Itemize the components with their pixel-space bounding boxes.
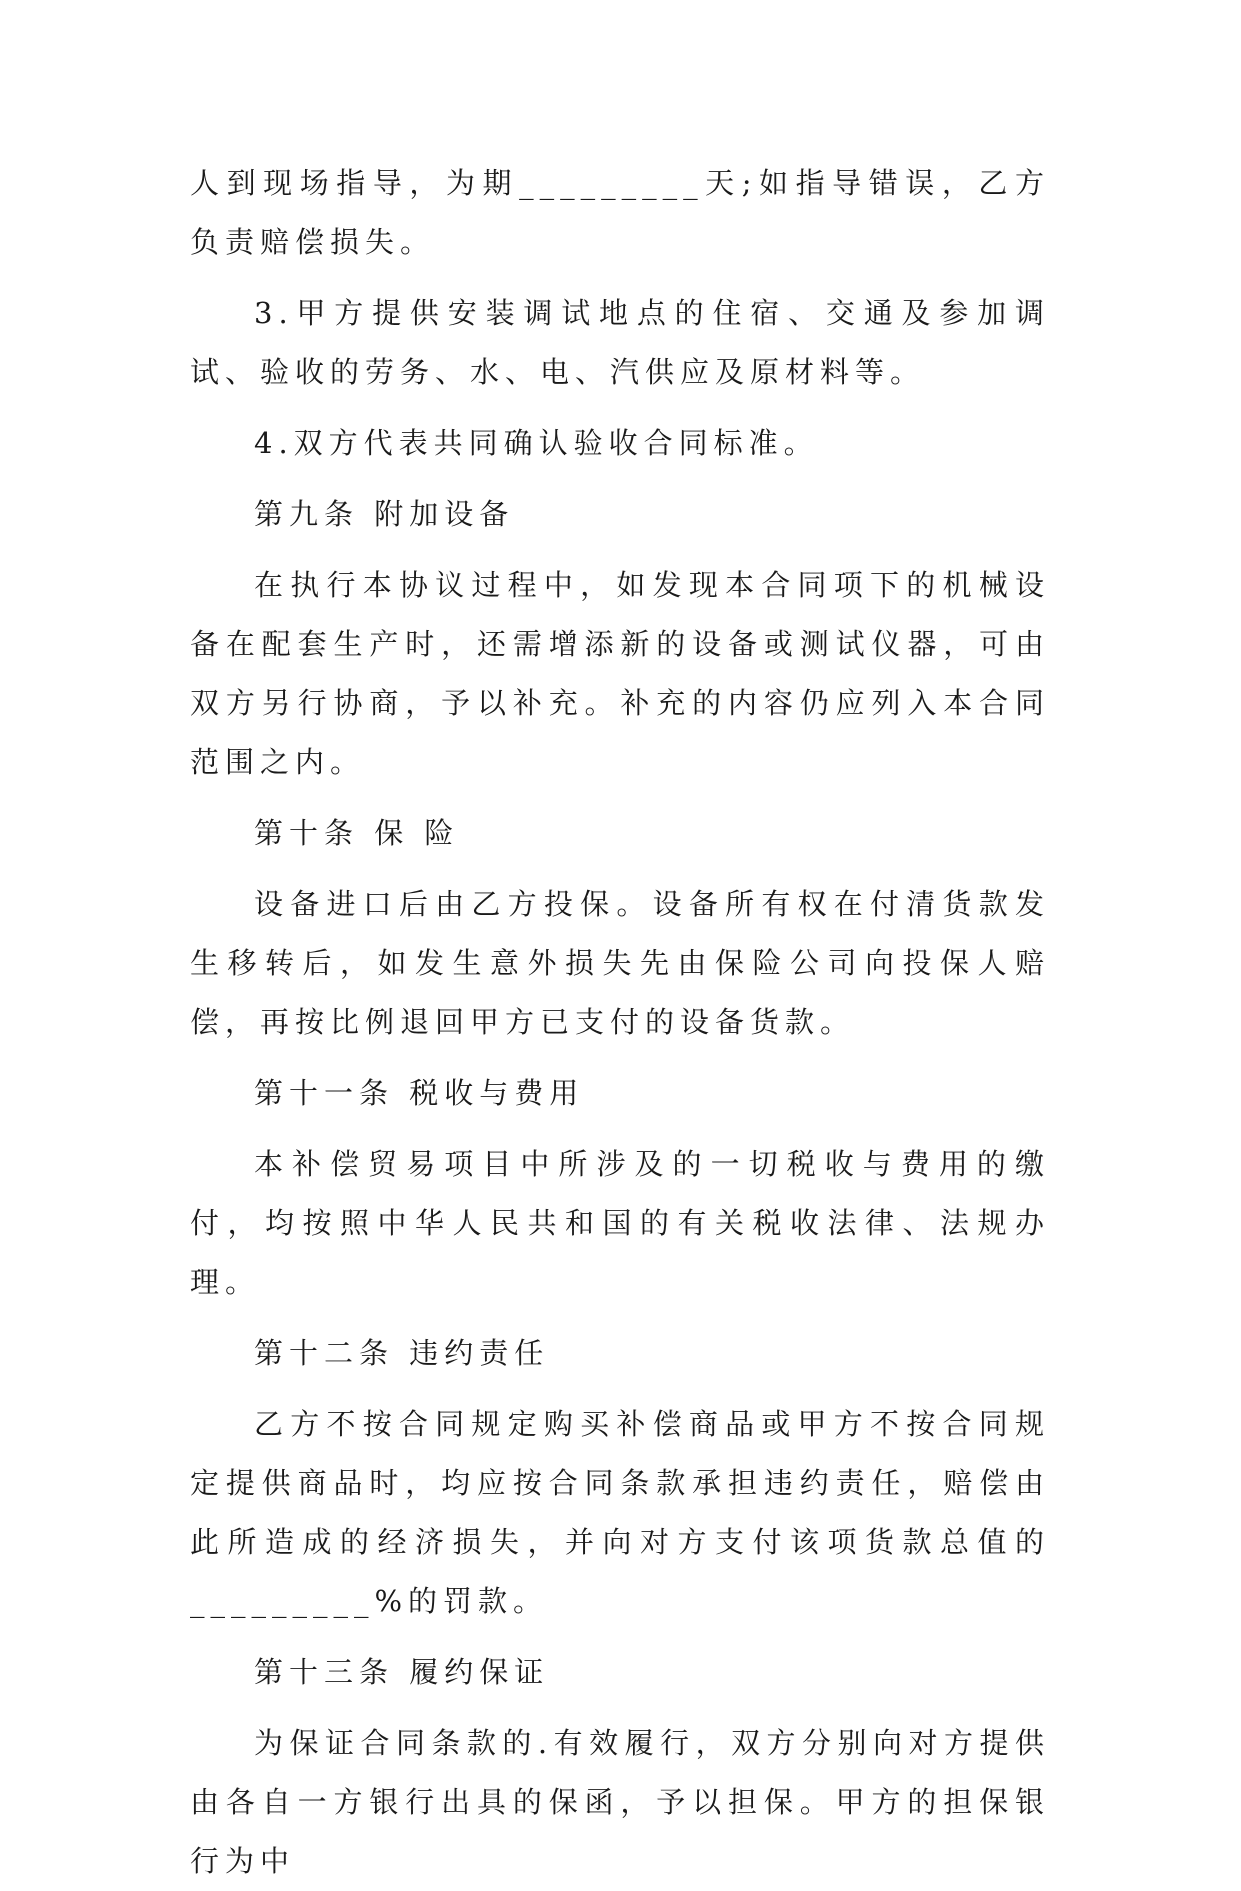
article-12-heading: 第十二条 违约责任 bbox=[254, 1336, 550, 1370]
paragraph-continuation: 人到现场指导，为期_________天;如指导错误，乙方负责赔偿损失。 bbox=[190, 166, 1050, 259]
article-12-body: 乙方不按合同规定购买补偿商品或甲方不按合同规定提供商品时，均应按合同条款承担违约责任，赔偿由此所造成的经济损失，并向对方支付该项货款总值的_________%的罚款。 bbox=[190, 1407, 1050, 1618]
paragraph-item-4: 4.双方代表共同确认验收合同标准。 bbox=[254, 426, 819, 460]
article-13-heading: 第十三条 履约保证 bbox=[254, 1655, 550, 1689]
article-9-body: 在执行本协议过程中，如发现本合同项下的机械设备在配套生产时，还需增添新的设备或测试仪器，可由双方另行协商，予以补充。补充的内容仍应列入本合同范围之内。 bbox=[190, 568, 1050, 779]
article-9-heading: 第九条 附加设备 bbox=[254, 497, 515, 531]
paragraph-item-3: 3.甲方提供安装调试地点的住宿、交通及参加调试、验收的劳务、水、电、汽供应及原材料等。 bbox=[190, 296, 1050, 389]
article-10-body: 设备进口后由乙方投保。设备所有权在付清货款发生移转后，如发生意外损失先由保险公司向投保人赔偿，再按比例退回甲方已支付的设备货款。 bbox=[190, 887, 1050, 1039]
article-10-heading: 第十条 保 险 bbox=[254, 816, 460, 850]
article-13-body: 为保证合同条款的.有效履行，双方分别向对方提供由各自一方银行出具的保函，予以担保。甲方的担保银行为中 bbox=[190, 1726, 1050, 1878]
article-11-heading: 第十一条 税收与费用 bbox=[254, 1076, 585, 1110]
article-11-body: 本补偿贸易项目中所涉及的一切税收与费用的缴付，均按照中华人民共和国的有关税收法律、法规办理。 bbox=[190, 1147, 1050, 1299]
document-body bbox=[190, 154, 1050, 1891]
